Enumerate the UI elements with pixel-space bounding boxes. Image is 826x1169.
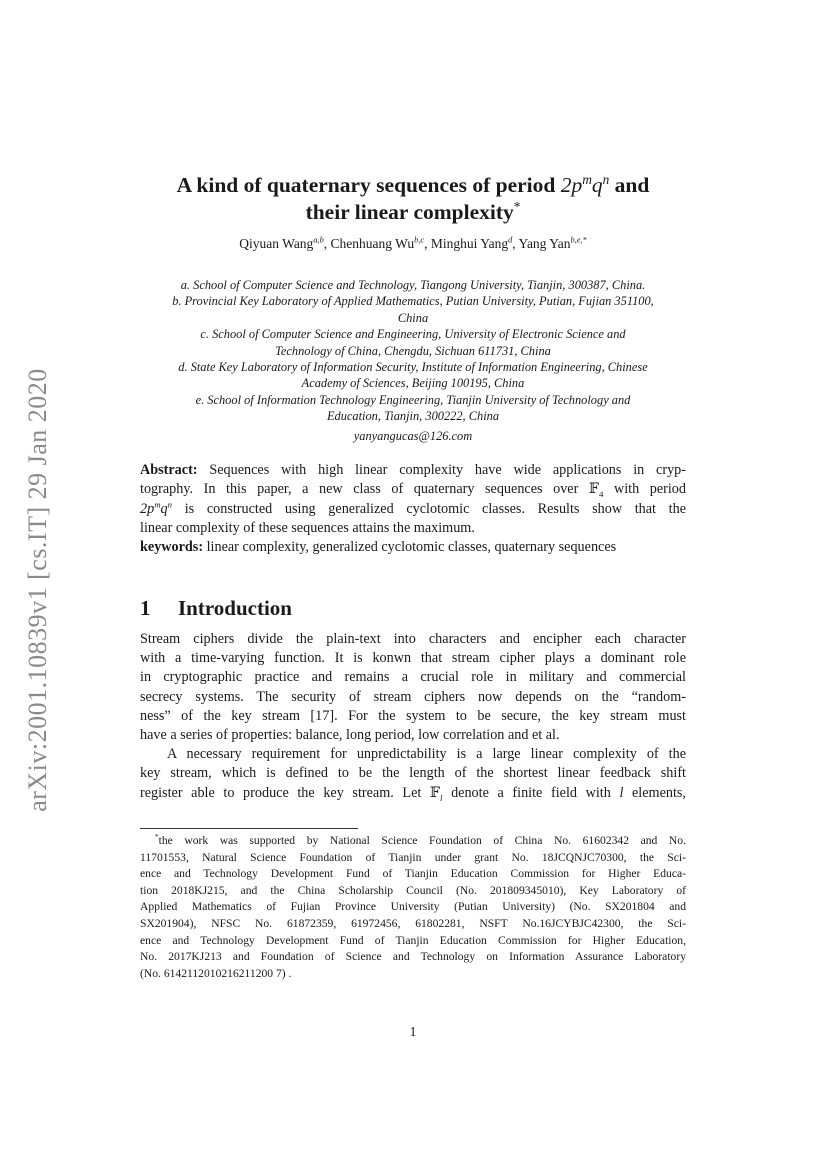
body-line: secrecy systems. The security of stream ciphers now depends on the “random- — [140, 688, 686, 705]
author: Yang Yan$^{b,e,*}$ — [518, 235, 587, 251]
footnote-line: No. 2017KJ213 and Foundation of Science and Technology on Information Assurance Laboratory — [140, 950, 686, 964]
footnote-line: ence and Technology Development Fund of Tianjin Education Commission for Higher Education, — [140, 933, 686, 947]
footnote-line: SX201904), NFSC No. 61872359, 61972456, 61802281, NSFT No.16JCYBJC42300, the Sci- — [140, 916, 686, 930]
author: Qiyuan Wang$^{a,b}$ — [239, 235, 324, 251]
body-line: A necessary requirement for unpredictability is a large linear complexity of the — [167, 746, 686, 763]
title-math: $2p^mq^n$ — [560, 171, 610, 197]
abstract-line: Abstract: Sequences with high linear complexity have wide applications in cryp- — [140, 462, 686, 478]
body-line: with a time-varying function. It is konwn that stream cipher plays a dominant role — [140, 650, 686, 667]
abstract — [140, 461, 686, 557]
footnote — [140, 833, 686, 982]
body-line: ness” of the key stream [17]. For the system to be secure, the key stream must — [140, 707, 686, 724]
page-number: 1 — [409, 1025, 417, 1040]
section-title: Introduction — [178, 596, 292, 620]
affiliation-line: b. Provincial Key Laboratory of Applied Mathematics, Putian University, Putian, Fujian 351100, — [172, 294, 654, 309]
section-number: 1 — [140, 596, 151, 620]
abstract-label: Abstract: — [140, 462, 198, 478]
title-text-end: and — [609, 173, 650, 197]
author: Minghui Yang$^d$ — [430, 235, 513, 251]
paper-title — [140, 172, 686, 226]
affiliation-line: Academy of Sciences, Beijing 100195, China — [301, 376, 525, 391]
keywords: keywords: linear complexity, generalized cyclotomic classes, quaternary sequences — [140, 539, 617, 556]
affiliation-line: a. School of Computer Science and Technology, Tiangong University, Tianjin, 300387, China. — [180, 278, 646, 292]
arxiv-identifier — [18, 350, 58, 830]
footnote-line: Applied Mathematics of Fujian Province University (Putian University) (No. SX201804 and — [140, 900, 686, 914]
footnote-line: tion 2018KJ215, and the China Scholarship Council (No. 201809345010), Key Laboratory of — [140, 883, 686, 897]
affiliation-line: c. School of Computer Science and Engineering, University of Electronic Science and — [200, 327, 626, 342]
footnote-line: 11701553, Natural Science Foundation of Tianjin under grant No. 18JCQNJC70300, the Sci- — [140, 850, 686, 864]
affiliation-line: d. State Key Laboratory of Information Security, Institute of Information Engineering, Chinese — [178, 360, 648, 375]
title-footnote-mark[interactable]: * — [513, 198, 521, 214]
title-line-1 — [140, 172, 686, 199]
section-heading — [140, 596, 292, 621]
body-line: in cryptographic practice and remains a crucial role in military and commercial — [140, 669, 686, 686]
keywords-label: keywords: — [140, 539, 204, 556]
title-text: A kind of quaternary sequences of period — [176, 173, 561, 197]
body-line: key stream, which is defined to be the length of the shortest linear feedback shift — [140, 765, 686, 782]
abstract-line: $2p^mq^n$ is constructed using generalized cyclotomic classes. Results show that the — [140, 498, 686, 517]
affiliation-line: e. School of Information Technology Engineering, Tianjin University of Technology and — [195, 392, 631, 407]
contact-email[interactable]: yanyangucas@126.com — [353, 428, 473, 443]
intro-body — [140, 630, 686, 803]
affiliations — [140, 277, 686, 444]
body-line: Stream ciphers divide the plain-text into characters and encipher each character — [140, 631, 686, 647]
affiliation-line: Education, Tianjin, 300222, China — [326, 409, 500, 424]
author-list: Qiyuan Wang$^{a,b}$, Chenhuang Wu$^{b,c}$, Minghui Yang$^d$, Yang Yan$^{b,e,*}$ — [239, 235, 587, 251]
arxiv-identifier-text: arXiv:2001.10839v1 [cs.IT] 29 Jan 2020 — [23, 368, 52, 812]
body-line: have a series of properties: balance, long period, low correlation and et al. — [140, 727, 560, 744]
footnote-rule — [140, 828, 358, 829]
affiliation-line: Technology of China, Chengdu, Sichuan 611731, China — [275, 343, 551, 358]
footnote-line: (No. 6142112010216211200⁠ 7) . — [140, 966, 292, 980]
body-line: register able to produce the key stream. Let 𝔽$_l$ denote a finite field with l elements, — [140, 784, 686, 803]
author: Chenhuang Wu$^{b,c}$ — [330, 235, 425, 251]
abstract-line: tography. In this paper, a new class of quaternary sequences over 𝔽$_4$ with period — [140, 481, 686, 500]
affiliation-line: China — [397, 310, 429, 325]
abstract-line: linear complexity of these sequences attains the maximum. — [140, 519, 475, 536]
footnote-line: ence and Technology Development Fund of Tianjin Education Commission for Higher Educa- — [140, 867, 686, 881]
footnote-line: *the work was supported by National Science Foundation of China No. 61602342 and No. — [155, 833, 686, 847]
title-line-2: their linear complexity* — [305, 198, 521, 224]
